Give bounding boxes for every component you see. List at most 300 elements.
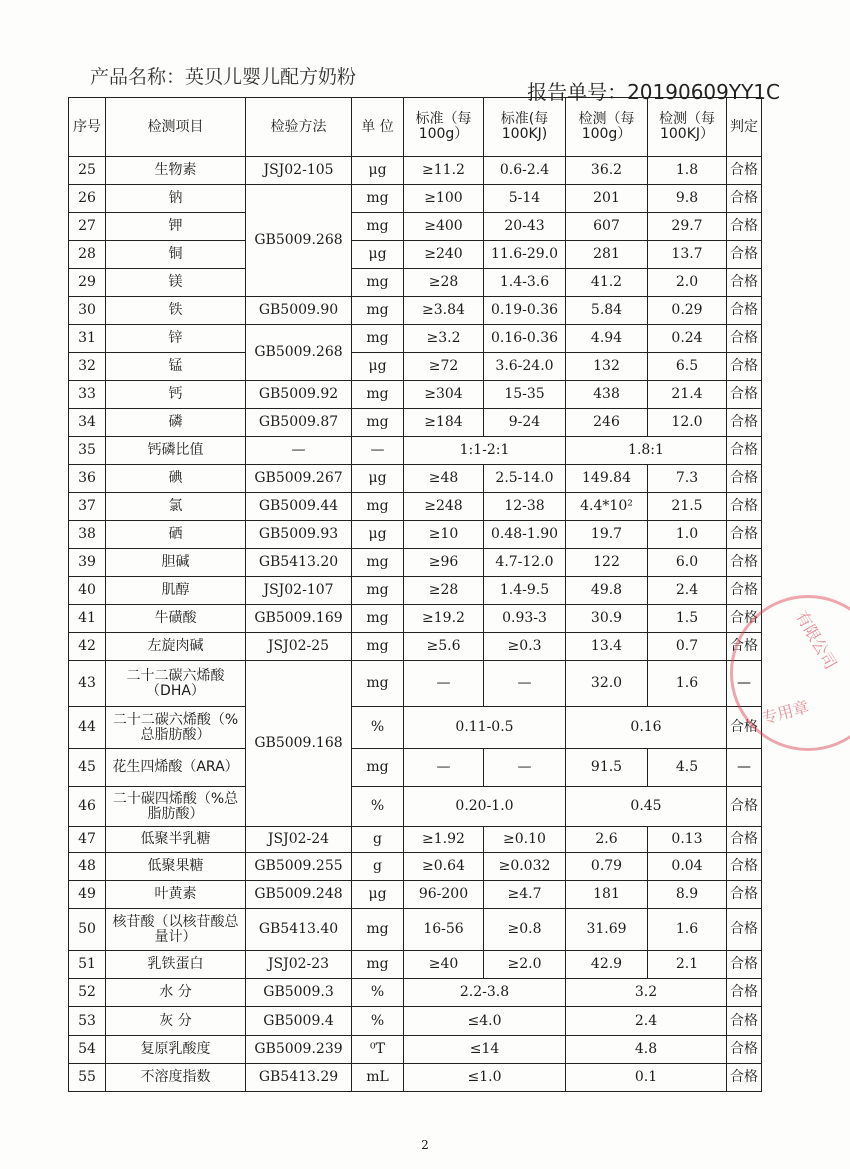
- standard-per-100kj: 4.7-12.0: [484, 549, 566, 577]
- standard-per-100kj: 5-14: [484, 185, 566, 213]
- test-item: 乳铁蛋白: [106, 951, 246, 979]
- verdict: 合格: [727, 1064, 762, 1092]
- standard-per-100kj: 15-35: [484, 381, 566, 409]
- row-number: 27: [69, 213, 106, 241]
- row-number: 25: [69, 157, 106, 185]
- result-per-100g: 4.94: [566, 325, 648, 353]
- test-method: GB5009.268: [246, 185, 352, 297]
- unit: mg: [352, 951, 404, 979]
- unit: %: [352, 1007, 404, 1036]
- test-item: 二十碳四烯酸（%总脂肪酸）: [106, 787, 246, 827]
- test-item: 低聚果糖: [106, 853, 246, 881]
- test-method: GB5009.92: [246, 381, 352, 409]
- table-row: [69, 465, 762, 493]
- table-row: [69, 213, 762, 241]
- table-row: [69, 707, 762, 749]
- standard-per-100g: ≥3.2: [404, 325, 484, 353]
- test-item: 二十二碳六烯酸（DHA）: [106, 661, 246, 707]
- verdict: 合格: [727, 951, 762, 979]
- verdict: 合格: [727, 577, 762, 605]
- result-per-100kj: 4.5: [648, 749, 727, 787]
- result-per-100g: 132: [566, 353, 648, 381]
- test-item: 钾: [106, 213, 246, 241]
- test-item: 锰: [106, 353, 246, 381]
- unit: mg: [352, 493, 404, 521]
- column-header: 检测（每100KJ）: [648, 98, 727, 157]
- table-row: [69, 827, 762, 853]
- unit: mg: [352, 909, 404, 951]
- standard-per-100kj: 0.16-0.36: [484, 325, 566, 353]
- test-item: 二十二碳六烯酸（%总脂肪酸）: [106, 707, 246, 749]
- result-per-100g: 42.9: [566, 951, 648, 979]
- result-per-100kj: 1.6: [648, 661, 727, 707]
- test-item: 核苷酸（以核苷酸总量计）: [106, 909, 246, 951]
- unit: mg: [352, 549, 404, 577]
- verdict: 合格: [727, 493, 762, 521]
- verdict: —: [727, 661, 762, 707]
- unit: mg: [352, 409, 404, 437]
- result-per-100kj: 0.24: [648, 325, 727, 353]
- verdict: 合格: [727, 269, 762, 297]
- standard-per-100kj: 1.4-3.6: [484, 269, 566, 297]
- test-item: 生物素: [106, 157, 246, 185]
- result-per-100kj: 1.5: [648, 605, 727, 633]
- unit: mg: [352, 185, 404, 213]
- result-per-100kj: 2.0: [648, 269, 727, 297]
- standard-per-100g: ≥248: [404, 493, 484, 521]
- test-item: 不溶度指数: [106, 1064, 246, 1092]
- test-item: 低聚半乳糖: [106, 827, 246, 853]
- table-row: [69, 1007, 762, 1036]
- unit: mg: [352, 297, 404, 325]
- verdict: 合格: [727, 605, 762, 633]
- result-per-100kj: 0.13: [648, 827, 727, 853]
- row-number: 53: [69, 1007, 106, 1036]
- result-value: 0.1: [566, 1064, 727, 1092]
- result-value: 4.8: [566, 1036, 727, 1064]
- result-per-100g: 91.5: [566, 749, 648, 787]
- unit: mg: [352, 269, 404, 297]
- result-value: 0.45: [566, 787, 727, 827]
- verdict: 合格: [727, 325, 762, 353]
- table-row: [69, 577, 762, 605]
- test-method: GB5009.248: [246, 881, 352, 909]
- standard-per-100g: —: [404, 749, 484, 787]
- standard-per-100kj: ≥2.0: [484, 951, 566, 979]
- standard-per-100g: —: [404, 661, 484, 707]
- standard-value: 1:1-2:1: [404, 437, 566, 465]
- product-name: 产品名称：英贝儿婴儿配方奶粉: [90, 66, 357, 88]
- result-per-100kj: 1.0: [648, 521, 727, 549]
- result-value: 3.2: [566, 979, 727, 1007]
- table-row: [69, 749, 762, 787]
- standard-per-100g: ≥72: [404, 353, 484, 381]
- standard-per-100g: ≥0.64: [404, 853, 484, 881]
- table-row: [69, 325, 762, 353]
- standard-per-100kj: ≥4.7: [484, 881, 566, 909]
- unit: mg: [352, 577, 404, 605]
- standard-per-100kj: 0.93-3: [484, 605, 566, 633]
- result-per-100g: 201: [566, 185, 648, 213]
- result-per-100g: 4.4*10²: [566, 493, 648, 521]
- test-method: GB5413.20: [246, 549, 352, 577]
- row-number: 55: [69, 1064, 106, 1092]
- test-item: 铁: [106, 297, 246, 325]
- test-item: 锌: [106, 325, 246, 353]
- table-row: [69, 437, 762, 465]
- column-header: 检验方法: [246, 98, 352, 157]
- unit: mg: [352, 325, 404, 353]
- table-row: [69, 157, 762, 185]
- row-number: 44: [69, 707, 106, 749]
- unit: μg: [352, 241, 404, 269]
- table-body: [69, 157, 762, 1092]
- unit: ⁰T: [352, 1036, 404, 1064]
- verdict: 合格: [727, 157, 762, 185]
- test-item: 钠: [106, 185, 246, 213]
- column-header: 标准(每100KJ): [484, 98, 566, 157]
- table-row: [69, 787, 762, 827]
- result-per-100g: 0.79: [566, 853, 648, 881]
- verdict: 合格: [727, 881, 762, 909]
- seal-text-2: 专用章: [759, 697, 811, 728]
- column-header: 单 位: [352, 98, 404, 157]
- test-method: GB5009.267: [246, 465, 352, 493]
- row-number: 51: [69, 951, 106, 979]
- result-per-100g: 5.84: [566, 297, 648, 325]
- seal-text-1: 有限公司: [791, 607, 841, 673]
- row-number: 48: [69, 853, 106, 881]
- table-row: [69, 381, 762, 409]
- test-method: JSJ02-23: [246, 951, 352, 979]
- result-per-100kj: 21.4: [648, 381, 727, 409]
- verdict: 合格: [727, 1007, 762, 1036]
- test-item: 镁: [106, 269, 246, 297]
- unit: g: [352, 853, 404, 881]
- standard-per-100g: 96-200: [404, 881, 484, 909]
- verdict: 合格: [727, 241, 762, 269]
- result-per-100kj: 2.1: [648, 951, 727, 979]
- table-row: [69, 241, 762, 269]
- verdict: 合格: [727, 853, 762, 881]
- test-method: GB5009.93: [246, 521, 352, 549]
- verdict: 合格: [727, 979, 762, 1007]
- row-number: 37: [69, 493, 106, 521]
- test-method: GB5009.87: [246, 409, 352, 437]
- table-row: [69, 297, 762, 325]
- unit: g: [352, 827, 404, 853]
- standard-per-100g: ≥19.2: [404, 605, 484, 633]
- test-method: JSJ02-24: [246, 827, 352, 853]
- standard-per-100kj: 11.6-29.0: [484, 241, 566, 269]
- result-per-100kj: 0.29: [648, 297, 727, 325]
- standard-per-100g: ≥5.6: [404, 633, 484, 661]
- test-item: 灰 分: [106, 1007, 246, 1036]
- test-method: GB5413.40: [246, 909, 352, 951]
- verdict: 合格: [727, 185, 762, 213]
- result-per-100g: 149.84: [566, 465, 648, 493]
- standard-per-100g: ≥11.2: [404, 157, 484, 185]
- test-item: 硒: [106, 521, 246, 549]
- standard-per-100g: ≥240: [404, 241, 484, 269]
- verdict: 合格: [727, 297, 762, 325]
- row-number: 49: [69, 881, 106, 909]
- standard-per-100g: ≥1.92: [404, 827, 484, 853]
- row-number: 45: [69, 749, 106, 787]
- test-item: 复原乳酸度: [106, 1036, 246, 1064]
- result-per-100g: 438: [566, 381, 648, 409]
- test-item: 碘: [106, 465, 246, 493]
- result-per-100g: 181: [566, 881, 648, 909]
- row-number: 28: [69, 241, 106, 269]
- unit: μg: [352, 157, 404, 185]
- standard-per-100kj: 0.19-0.36: [484, 297, 566, 325]
- result-per-100kj: 6.5: [648, 353, 727, 381]
- test-method: GB5009.255: [246, 853, 352, 881]
- standard-per-100kj: 2.5-14.0: [484, 465, 566, 493]
- test-method: GB5009.90: [246, 297, 352, 325]
- test-method: JSJ02-105: [246, 157, 352, 185]
- verdict: 合格: [727, 1036, 762, 1064]
- row-number: 26: [69, 185, 106, 213]
- standard-per-100kj: 9-24: [484, 409, 566, 437]
- result-per-100g: 19.7: [566, 521, 648, 549]
- column-header: 标准（每100g）: [404, 98, 484, 157]
- standard-per-100kj: 20-43: [484, 213, 566, 241]
- row-number: 30: [69, 297, 106, 325]
- row-number: 29: [69, 269, 106, 297]
- verdict: —: [727, 749, 762, 787]
- test-method: GB5413.29: [246, 1064, 352, 1092]
- standard-per-100g: ≥10: [404, 521, 484, 549]
- standard-per-100kj: 12-38: [484, 493, 566, 521]
- result-per-100kj: 0.04: [648, 853, 727, 881]
- result-per-100g: 31.69: [566, 909, 648, 951]
- unit: μg: [352, 465, 404, 493]
- test-results-table: [68, 97, 762, 1092]
- standard-value: 2.2-3.8: [404, 979, 566, 1007]
- standard-value: ≤4.0: [404, 1007, 566, 1036]
- row-number: 43: [69, 661, 106, 707]
- result-per-100g: 41.2: [566, 269, 648, 297]
- verdict: 合格: [727, 787, 762, 827]
- unit: mg: [352, 749, 404, 787]
- standard-per-100g: ≥184: [404, 409, 484, 437]
- standard-per-100kj: ≥0.10: [484, 827, 566, 853]
- report-header: [90, 60, 790, 104]
- standard-per-100g: ≥400: [404, 213, 484, 241]
- unit: %: [352, 979, 404, 1007]
- test-method: GB5009.4: [246, 1007, 352, 1036]
- verdict: 合格: [727, 707, 762, 749]
- table-row: [69, 661, 762, 707]
- table-row: [69, 881, 762, 909]
- test-method: GB5009.239: [246, 1036, 352, 1064]
- standard-value: 0.20-1.0: [404, 787, 566, 827]
- standard-per-100kj: ≥0.8: [484, 909, 566, 951]
- test-item: 牛磺酸: [106, 605, 246, 633]
- result-per-100g: 246: [566, 409, 648, 437]
- row-number: 31: [69, 325, 106, 353]
- verdict: 合格: [727, 353, 762, 381]
- verdict: 合格: [727, 909, 762, 951]
- standard-per-100kj: 0.6-2.4: [484, 157, 566, 185]
- test-item: 钙磷比值: [106, 437, 246, 465]
- unit: mg: [352, 381, 404, 409]
- result-per-100kj: 8.9: [648, 881, 727, 909]
- verdict: 合格: [727, 465, 762, 493]
- row-number: 42: [69, 633, 106, 661]
- verdict: 合格: [727, 521, 762, 549]
- table-row: [69, 1064, 762, 1092]
- row-number: 33: [69, 381, 106, 409]
- table-row: [69, 269, 762, 297]
- unit: mg: [352, 213, 404, 241]
- result-value: 2.4: [566, 1007, 727, 1036]
- result-value: 1.8:1: [566, 437, 727, 465]
- unit: —: [352, 437, 404, 465]
- standard-per-100g: ≥96: [404, 549, 484, 577]
- unit: mL: [352, 1064, 404, 1092]
- result-per-100kj: 29.7: [648, 213, 727, 241]
- row-number: 34: [69, 409, 106, 437]
- row-number: 41: [69, 605, 106, 633]
- test-method: GB5009.168: [246, 661, 352, 827]
- unit: mg: [352, 633, 404, 661]
- row-number: 50: [69, 909, 106, 951]
- unit: μg: [352, 881, 404, 909]
- unit: %: [352, 707, 404, 749]
- row-number: 52: [69, 979, 106, 1007]
- result-per-100g: 281: [566, 241, 648, 269]
- test-item: 左旋肉碱: [106, 633, 246, 661]
- result-per-100g: 13.4: [566, 633, 648, 661]
- standard-per-100g: ≥3.84: [404, 297, 484, 325]
- test-method: GB5009.3: [246, 979, 352, 1007]
- result-per-100kj: 2.4: [648, 577, 727, 605]
- table-row: [69, 549, 762, 577]
- test-method: JSJ02-107: [246, 577, 352, 605]
- verdict: 合格: [727, 827, 762, 853]
- column-header: 判定: [727, 98, 762, 157]
- test-item: 铜: [106, 241, 246, 269]
- verdict: 合格: [727, 549, 762, 577]
- row-number: 46: [69, 787, 106, 827]
- standard-per-100g: ≥40: [404, 951, 484, 979]
- standard-per-100g: ≥304: [404, 381, 484, 409]
- row-number: 47: [69, 827, 106, 853]
- verdict: 合格: [727, 381, 762, 409]
- column-header: 检测项目: [106, 98, 246, 157]
- result-per-100kj: 9.8: [648, 185, 727, 213]
- test-method: GB5009.44: [246, 493, 352, 521]
- row-number: 35: [69, 437, 106, 465]
- table-row: [69, 909, 762, 951]
- row-number: 38: [69, 521, 106, 549]
- test-item: 氯: [106, 493, 246, 521]
- result-per-100g: 122: [566, 549, 648, 577]
- result-per-100g: 32.0: [566, 661, 648, 707]
- test-item: 肌醇: [106, 577, 246, 605]
- table-row: [69, 493, 762, 521]
- standard-per-100kj: ≥0.032: [484, 853, 566, 881]
- page-number: 2: [421, 1138, 429, 1152]
- standard-per-100g: ≥48: [404, 465, 484, 493]
- unit: μg: [352, 353, 404, 381]
- result-per-100kj: 12.0: [648, 409, 727, 437]
- result-per-100kj: 6.0: [648, 549, 727, 577]
- verdict: 合格: [727, 633, 762, 661]
- table-row: [69, 409, 762, 437]
- standard-per-100kj: ≥0.3: [484, 633, 566, 661]
- result-per-100g: 607: [566, 213, 648, 241]
- table-row: [69, 979, 762, 1007]
- row-number: 54: [69, 1036, 106, 1064]
- row-number: 36: [69, 465, 106, 493]
- test-item: 胆碱: [106, 549, 246, 577]
- result-per-100g: 30.9: [566, 605, 648, 633]
- result-per-100kj: 13.7: [648, 241, 727, 269]
- standard-per-100kj: 3.6-24.0: [484, 353, 566, 381]
- test-method: —: [246, 437, 352, 465]
- table-row: [69, 185, 762, 213]
- result-per-100g: 2.6: [566, 827, 648, 853]
- verdict: 合格: [727, 213, 762, 241]
- test-item: 叶黄素: [106, 881, 246, 909]
- test-method: GB5009.268: [246, 325, 352, 381]
- result-per-100kj: 1.6: [648, 909, 727, 951]
- table-row: [69, 633, 762, 661]
- test-item: 磷: [106, 409, 246, 437]
- row-number: 32: [69, 353, 106, 381]
- unit: mg: [352, 661, 404, 707]
- row-number: 40: [69, 577, 106, 605]
- result-per-100g: 49.8: [566, 577, 648, 605]
- table-row: [69, 605, 762, 633]
- standard-per-100g: ≥100: [404, 185, 484, 213]
- standard-value: ≤14: [404, 1036, 566, 1064]
- standard-per-100kj: 1.4-9.5: [484, 577, 566, 605]
- table-row: [69, 1036, 762, 1064]
- standard-per-100g: ≥28: [404, 577, 484, 605]
- table-row: [69, 853, 762, 881]
- standard-per-100kj: —: [484, 749, 566, 787]
- unit: mg: [352, 605, 404, 633]
- table-row: [69, 521, 762, 549]
- standard-per-100g: ≥28: [404, 269, 484, 297]
- standard-value: ≤1.0: [404, 1064, 566, 1092]
- table-row: [69, 353, 762, 381]
- standard-value: 0.11-0.5: [404, 707, 566, 749]
- standard-per-100kj: 0.48-1.90: [484, 521, 566, 549]
- verdict: 合格: [727, 409, 762, 437]
- unit: %: [352, 787, 404, 827]
- test-item: 水 分: [106, 979, 246, 1007]
- verdict: 合格: [727, 437, 762, 465]
- column-header: 检测（每100g）: [566, 98, 648, 157]
- unit: μg: [352, 521, 404, 549]
- test-item: 钙: [106, 381, 246, 409]
- column-header: 序号: [69, 98, 106, 157]
- test-item: 花生四烯酸（ARA）: [106, 749, 246, 787]
- standard-per-100kj: —: [484, 661, 566, 707]
- table-row: [69, 951, 762, 979]
- test-method: JSJ02-25: [246, 633, 352, 661]
- standard-per-100g: 16-56: [404, 909, 484, 951]
- result-per-100kj: 21.5: [648, 493, 727, 521]
- result-value: 0.16: [566, 707, 727, 749]
- table-header: [69, 98, 762, 157]
